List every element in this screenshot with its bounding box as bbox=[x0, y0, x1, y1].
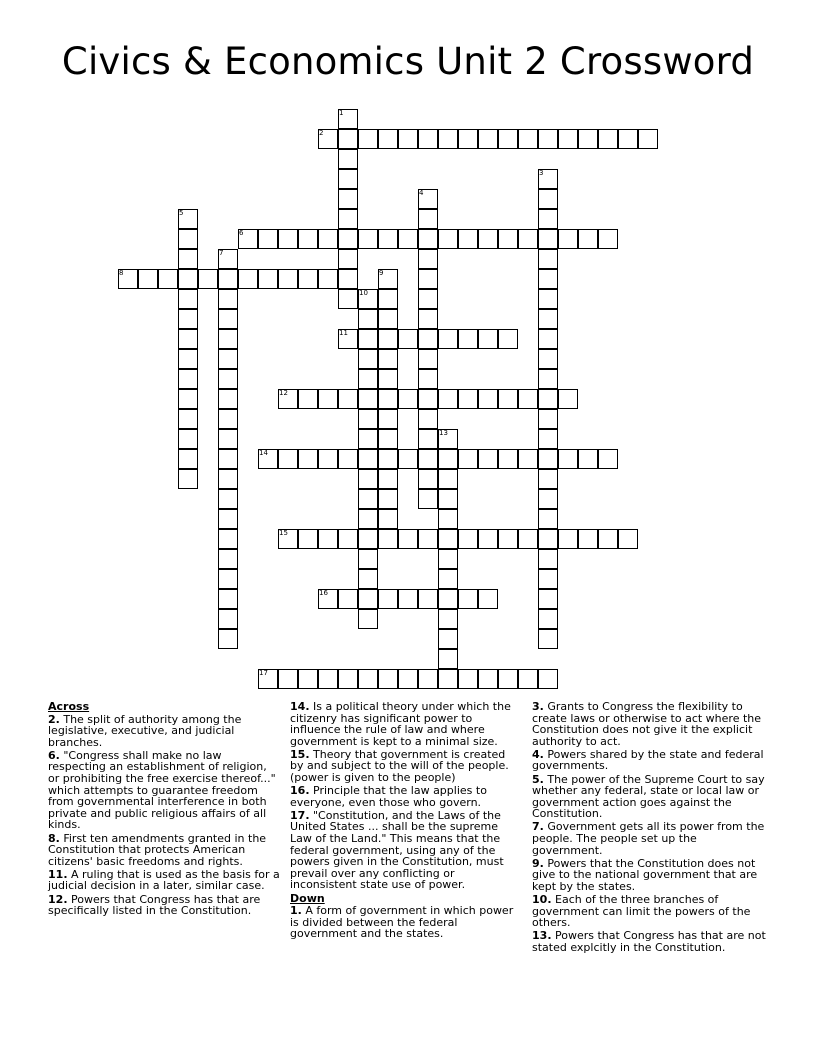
grid-cell[interactable] bbox=[418, 269, 438, 289]
grid-cell[interactable] bbox=[338, 449, 358, 469]
clue-number-9: 9 bbox=[379, 269, 384, 277]
grid-cell[interactable] bbox=[598, 129, 618, 149]
grid-cell[interactable] bbox=[258, 229, 278, 249]
grid-cell[interactable] bbox=[358, 449, 378, 469]
clue-number-8: 8 bbox=[119, 269, 124, 277]
grid-cell[interactable] bbox=[358, 429, 378, 449]
grid-cell[interactable] bbox=[218, 289, 238, 309]
grid-cell[interactable] bbox=[338, 269, 358, 289]
grid-cell[interactable] bbox=[218, 629, 238, 649]
grid-cell[interactable] bbox=[578, 229, 598, 249]
grid-cell[interactable] bbox=[538, 129, 558, 149]
grid-cell[interactable] bbox=[418, 289, 438, 309]
grid-cell[interactable] bbox=[498, 389, 518, 409]
grid-cell[interactable] bbox=[518, 129, 538, 149]
grid-cell[interactable] bbox=[538, 349, 558, 369]
grid-cell[interactable] bbox=[498, 229, 518, 249]
clue-across-15: 15. Theory that government is created by and subject to the will of the people.(power is given to the people) bbox=[290, 747, 509, 785]
grid-cell[interactable] bbox=[378, 289, 398, 309]
grid-cell[interactable] bbox=[218, 509, 238, 529]
grid-cell[interactable] bbox=[538, 669, 558, 689]
grid-cell[interactable] bbox=[378, 509, 398, 529]
clue-down-13: 13. Powers that Congress has that are not stated explcitly in the Constitution. bbox=[532, 929, 766, 954]
grid-cell[interactable] bbox=[598, 529, 618, 549]
grid-cell[interactable] bbox=[358, 669, 378, 689]
clue-across-8: 8. First ten amendments granted in the Constitution that protects American citizens' basic freedoms and rights. bbox=[48, 831, 267, 868]
grid-cell[interactable] bbox=[458, 129, 478, 149]
clue-across-14: 14. Is a political theory under which the citizenry has significant power to influence the rule of law and where government is kept to a minimal size. bbox=[290, 700, 511, 748]
grid-cell[interactable] bbox=[338, 149, 358, 169]
grid-cell[interactable] bbox=[518, 669, 538, 689]
grid-cell[interactable] bbox=[358, 549, 378, 569]
grid-cell[interactable] bbox=[418, 409, 438, 429]
grid-cell[interactable] bbox=[418, 249, 438, 269]
grid-cell[interactable] bbox=[478, 589, 498, 609]
grid-cell[interactable] bbox=[218, 429, 238, 449]
grid-cell[interactable] bbox=[338, 169, 358, 189]
grid-cell[interactable] bbox=[518, 529, 538, 549]
grid-cell[interactable] bbox=[358, 389, 378, 409]
grid-cell[interactable] bbox=[318, 229, 338, 249]
grid-cell[interactable] bbox=[218, 469, 238, 489]
grid-cell[interactable] bbox=[338, 389, 358, 409]
grid-cell[interactable] bbox=[358, 129, 378, 149]
grid-cell[interactable] bbox=[278, 449, 298, 469]
clue-down-4: 4. Powers shared by the state and federal governments. bbox=[532, 747, 764, 773]
grid-cell[interactable] bbox=[578, 129, 598, 149]
clue-down-9: 9. Powers that the Constitution does not give to the national government that are kept by the states. bbox=[532, 856, 758, 893]
grid-cell[interactable] bbox=[218, 489, 238, 509]
grid-cell[interactable] bbox=[218, 609, 238, 629]
clue-down-7: 7. Government gets all its power from the people. The people set up the government. bbox=[532, 820, 765, 857]
clue-number-2: 2 bbox=[319, 129, 324, 137]
grid-cell[interactable] bbox=[538, 189, 558, 209]
grid-cell[interactable] bbox=[618, 529, 638, 549]
grid-cell[interactable] bbox=[318, 529, 338, 549]
clue-number-13: 13 bbox=[439, 429, 448, 437]
grid-cell[interactable] bbox=[178, 449, 198, 469]
grid-cell[interactable] bbox=[178, 369, 198, 389]
grid-cell[interactable] bbox=[178, 309, 198, 329]
grid-cell[interactable] bbox=[178, 269, 198, 289]
grid-cell[interactable] bbox=[418, 229, 438, 249]
grid-cell[interactable] bbox=[538, 609, 558, 629]
clue-across-16: 16. Principle that the law applies to everyone, even those who govern. bbox=[290, 784, 487, 809]
grid-cell[interactable] bbox=[198, 269, 218, 289]
page-title: Civics & Economics Unit 2 Crossword bbox=[61, 40, 755, 83]
grid-cell[interactable] bbox=[538, 389, 558, 409]
grid-cell[interactable] bbox=[378, 529, 398, 549]
grid-cell[interactable] bbox=[218, 549, 238, 569]
grid-cell[interactable] bbox=[538, 209, 558, 229]
clue-across-2: 2. The split of authority among the legislative, executive, and judicial branches. bbox=[48, 712, 242, 749]
grid-cell[interactable] bbox=[338, 189, 358, 209]
grid-cell[interactable] bbox=[338, 229, 358, 249]
grid-cell[interactable] bbox=[538, 329, 558, 349]
grid-cell[interactable] bbox=[358, 529, 378, 549]
clue-number-6: 6 bbox=[239, 229, 244, 237]
grid-cell[interactable] bbox=[538, 469, 558, 489]
grid-cell[interactable] bbox=[338, 209, 358, 229]
grid-cell[interactable] bbox=[538, 409, 558, 429]
grid-cell[interactable] bbox=[398, 449, 418, 469]
grid-cell[interactable] bbox=[438, 229, 458, 249]
grid-cell[interactable] bbox=[158, 269, 178, 289]
grid-cell[interactable] bbox=[298, 229, 318, 249]
grid-cell[interactable] bbox=[298, 389, 318, 409]
grid-cell[interactable] bbox=[438, 469, 458, 489]
grid-cell[interactable] bbox=[418, 349, 438, 369]
clue-number-11: 11 bbox=[339, 329, 348, 337]
grid-cell[interactable] bbox=[138, 269, 158, 289]
grid-cell[interactable] bbox=[378, 429, 398, 449]
clue-number-7: 7 bbox=[219, 249, 224, 257]
grid-cell[interactable] bbox=[178, 409, 198, 429]
grid-cell[interactable] bbox=[378, 489, 398, 509]
grid-cell[interactable] bbox=[538, 489, 558, 509]
grid-cell[interactable] bbox=[358, 349, 378, 369]
grid-cell[interactable] bbox=[538, 229, 558, 249]
grid-cell[interactable] bbox=[338, 669, 358, 689]
grid-cell[interactable] bbox=[438, 589, 458, 609]
grid-cell[interactable] bbox=[338, 589, 358, 609]
grid-cell[interactable] bbox=[218, 369, 238, 389]
grid-cell[interactable] bbox=[418, 389, 438, 409]
clue-across-6: 6. "Congress shall make no law respecting an establishment of religion, or prohibiting the free exercise thereof..." which attempts to guarantee freedom from governmental interference in both private and public religious affairs of all kinds. bbox=[48, 748, 276, 832]
grid-cell[interactable] bbox=[398, 589, 418, 609]
clue-number-12: 12 bbox=[279, 389, 288, 397]
grid-cell[interactable] bbox=[438, 609, 458, 629]
grid-cell[interactable] bbox=[358, 609, 378, 629]
grid-cell[interactable] bbox=[498, 329, 518, 349]
grid-cell[interactable] bbox=[218, 569, 238, 589]
grid-cell[interactable] bbox=[378, 589, 398, 609]
grid-cell[interactable] bbox=[298, 269, 318, 289]
grid-cell[interactable] bbox=[338, 529, 358, 549]
grid-cell[interactable] bbox=[558, 229, 578, 249]
grid-cell[interactable] bbox=[318, 449, 338, 469]
grid-cell[interactable] bbox=[398, 669, 418, 689]
grid-cell[interactable] bbox=[638, 129, 658, 149]
grid-cell[interactable] bbox=[498, 449, 518, 469]
grid-cell[interactable] bbox=[458, 389, 478, 409]
grid-cell[interactable] bbox=[278, 269, 298, 289]
grid-cell[interactable] bbox=[438, 489, 458, 509]
clue-number-5: 5 bbox=[179, 209, 184, 217]
grid-cell[interactable] bbox=[358, 509, 378, 529]
grid-cell[interactable] bbox=[558, 129, 578, 149]
grid-cell[interactable] bbox=[338, 289, 358, 309]
grid-cell[interactable] bbox=[418, 489, 438, 509]
grid-cell[interactable] bbox=[558, 389, 578, 409]
grid-cell[interactable] bbox=[398, 389, 418, 409]
grid-cell[interactable] bbox=[538, 569, 558, 589]
clue-number-1: 1 bbox=[339, 109, 344, 117]
grid-cell[interactable] bbox=[378, 389, 398, 409]
clue-down-10: 10. Each of the three branches of government can limit the powers of the others. bbox=[532, 893, 751, 930]
clue-down-5: 5. The power of the Supreme Court to say whether any federal, state or local law or government action goes against the Constitution. bbox=[532, 772, 765, 821]
grid-cell[interactable] bbox=[478, 329, 498, 349]
grid-cell[interactable] bbox=[438, 549, 458, 569]
grid-cell[interactable] bbox=[298, 669, 318, 689]
grid-cell[interactable] bbox=[318, 269, 338, 289]
across-heading: Across bbox=[48, 700, 90, 713]
grid-cell[interactable] bbox=[318, 389, 338, 409]
clue-across-17: 17. "Constitution, and the Laws of the United States ... shall be the supreme Law of the Land." This means that the federal government, using any of the powers given in the Constitution, must prevail over any conflicting or inconsistent state use of power. bbox=[290, 808, 504, 892]
grid-cell[interactable] bbox=[438, 649, 458, 669]
grid-cell[interactable] bbox=[218, 329, 238, 349]
grid-cell[interactable] bbox=[378, 669, 398, 689]
grid-cell[interactable] bbox=[358, 489, 378, 509]
grid-cell[interactable] bbox=[278, 669, 298, 689]
clue-across-11: 11. A ruling that is used as the basis for a judicial decision in a later, similar case. bbox=[48, 867, 280, 893]
grid-cell[interactable] bbox=[438, 449, 458, 469]
grid-cell[interactable] bbox=[438, 389, 458, 409]
grid-cell[interactable] bbox=[298, 529, 318, 549]
grid-cell[interactable] bbox=[558, 529, 578, 549]
grid-cell[interactable] bbox=[358, 589, 378, 609]
grid-cell[interactable] bbox=[578, 529, 598, 549]
grid-cell[interactable] bbox=[438, 569, 458, 589]
grid-cell[interactable] bbox=[378, 309, 398, 329]
grid-cell[interactable] bbox=[178, 249, 198, 269]
clue-down-1: 1. A form of government in which power is divided between the federal government and the states. bbox=[290, 904, 514, 941]
grid-cell[interactable] bbox=[478, 389, 498, 409]
grid-cell[interactable] bbox=[398, 529, 418, 549]
grid-cell[interactable] bbox=[178, 289, 198, 309]
grid-cell[interactable] bbox=[438, 669, 458, 689]
grid-cell[interactable] bbox=[538, 549, 558, 569]
grid-cell[interactable] bbox=[418, 529, 438, 549]
grid-cell[interactable] bbox=[218, 409, 238, 429]
grid-cell[interactable] bbox=[218, 389, 238, 409]
grid-cell[interactable] bbox=[358, 329, 378, 349]
grid-cell[interactable] bbox=[278, 229, 298, 249]
grid-cell[interactable] bbox=[418, 589, 438, 609]
clues-column-3 bbox=[532, 701, 768, 955]
grid-cell[interactable] bbox=[338, 249, 358, 269]
grid-cell[interactable] bbox=[178, 349, 198, 369]
grid-cell[interactable] bbox=[378, 329, 398, 349]
clue-number-16: 16 bbox=[319, 589, 328, 597]
grid-cell[interactable] bbox=[318, 669, 338, 689]
grid-cell[interactable] bbox=[478, 129, 498, 149]
grid-cell[interactable] bbox=[218, 589, 238, 609]
grid-cell[interactable] bbox=[378, 369, 398, 389]
grid-cell[interactable] bbox=[478, 229, 498, 249]
grid-cell[interactable] bbox=[598, 449, 618, 469]
grid-cell[interactable] bbox=[178, 329, 198, 349]
clue-number-4: 4 bbox=[419, 189, 424, 197]
grid-cell[interactable] bbox=[458, 529, 478, 549]
clue-down-3: 3. Grants to Congress the flexibility to create laws or otherwise to act where the Constitution does not give it the explicit authority to act. bbox=[532, 700, 762, 748]
grid-cell[interactable] bbox=[538, 249, 558, 269]
grid-cell[interactable] bbox=[218, 309, 238, 329]
grid-cell[interactable] bbox=[518, 389, 538, 409]
clues-column-1 bbox=[48, 701, 280, 918]
grid-cell[interactable] bbox=[538, 309, 558, 329]
down-heading: Down bbox=[290, 891, 325, 905]
grid-cell[interactable] bbox=[378, 349, 398, 369]
grid-cell[interactable] bbox=[358, 409, 378, 429]
grid-cell[interactable] bbox=[178, 389, 198, 409]
grid-cell[interactable] bbox=[538, 449, 558, 469]
clue-number-14: 14 bbox=[259, 449, 268, 457]
grid-cell[interactable] bbox=[358, 309, 378, 329]
grid-cell[interactable] bbox=[498, 529, 518, 549]
grid-cell[interactable] bbox=[338, 129, 358, 149]
grid-cell[interactable] bbox=[418, 209, 438, 229]
grid-cell[interactable] bbox=[298, 449, 318, 469]
grid-cell[interactable] bbox=[378, 449, 398, 469]
grid-cell[interactable] bbox=[558, 449, 578, 469]
grid-cell[interactable] bbox=[498, 129, 518, 149]
grid-cell[interactable] bbox=[418, 329, 438, 349]
grid-cell[interactable] bbox=[438, 129, 458, 149]
clues-column-2 bbox=[290, 701, 522, 941]
clue-across-12: 12. Powers that Congress has that are specifically listed in the Constitution. bbox=[48, 892, 261, 918]
grid-cell[interactable] bbox=[358, 369, 378, 389]
grid-cell[interactable] bbox=[458, 589, 478, 609]
grid-cell[interactable] bbox=[378, 229, 398, 249]
grid-cell[interactable] bbox=[258, 269, 278, 289]
grid-cell[interactable] bbox=[458, 329, 478, 349]
clue-number-15: 15 bbox=[279, 529, 288, 537]
grid-cell[interactable] bbox=[178, 469, 198, 489]
grid-cell[interactable] bbox=[398, 229, 418, 249]
grid-cell[interactable] bbox=[378, 409, 398, 429]
grid-cell[interactable] bbox=[418, 669, 438, 689]
grid-cell[interactable] bbox=[178, 429, 198, 449]
grid-cell[interactable] bbox=[538, 289, 558, 309]
grid-cell[interactable] bbox=[418, 129, 438, 149]
grid-cell[interactable] bbox=[518, 449, 538, 469]
grid-cell[interactable] bbox=[378, 129, 398, 149]
grid-cell[interactable] bbox=[418, 469, 438, 489]
grid-cell[interactable] bbox=[178, 229, 198, 249]
grid-cell[interactable] bbox=[538, 369, 558, 389]
grid-cell[interactable] bbox=[478, 669, 498, 689]
clue-number-10: 10 bbox=[359, 289, 368, 297]
grid-cell[interactable] bbox=[218, 449, 238, 469]
grid-cell[interactable] bbox=[218, 269, 238, 289]
clue-number-17: 17 bbox=[259, 669, 268, 677]
grid-cell[interactable] bbox=[538, 269, 558, 289]
grid-cell[interactable] bbox=[238, 269, 258, 289]
grid-cell[interactable] bbox=[358, 229, 378, 249]
grid-cell[interactable] bbox=[418, 369, 438, 389]
grid-cell[interactable] bbox=[538, 509, 558, 529]
grid-cell[interactable] bbox=[458, 229, 478, 249]
grid-cell[interactable] bbox=[438, 509, 458, 529]
grid-cell[interactable] bbox=[538, 529, 558, 549]
grid-cell[interactable] bbox=[378, 469, 398, 489]
grid-cell[interactable] bbox=[518, 229, 538, 249]
grid-cell[interactable] bbox=[478, 529, 498, 549]
grid-cell[interactable] bbox=[478, 449, 498, 469]
grid-cell[interactable] bbox=[438, 529, 458, 549]
grid-cell[interactable] bbox=[398, 329, 418, 349]
grid-cell[interactable] bbox=[398, 129, 418, 149]
grid-cell[interactable] bbox=[538, 589, 558, 609]
grid-cell[interactable] bbox=[418, 309, 438, 329]
grid-cell[interactable] bbox=[418, 449, 438, 469]
grid-cell[interactable] bbox=[458, 449, 478, 469]
grid-cell[interactable] bbox=[358, 469, 378, 489]
grid-cell[interactable] bbox=[458, 669, 478, 689]
grid-cell[interactable] bbox=[538, 629, 558, 649]
clue-number-3: 3 bbox=[539, 169, 544, 177]
grid-cell[interactable] bbox=[598, 229, 618, 249]
grid-cell[interactable] bbox=[578, 449, 598, 469]
grid-cell[interactable] bbox=[618, 129, 638, 149]
grid-cell[interactable] bbox=[538, 429, 558, 449]
grid-cell[interactable] bbox=[218, 529, 238, 549]
grid-cell[interactable] bbox=[418, 429, 438, 449]
grid-cell[interactable] bbox=[358, 569, 378, 589]
grid-cell[interactable] bbox=[438, 329, 458, 349]
grid-cell[interactable] bbox=[438, 629, 458, 649]
grid-cell[interactable] bbox=[498, 669, 518, 689]
grid-cell[interactable] bbox=[218, 349, 238, 369]
